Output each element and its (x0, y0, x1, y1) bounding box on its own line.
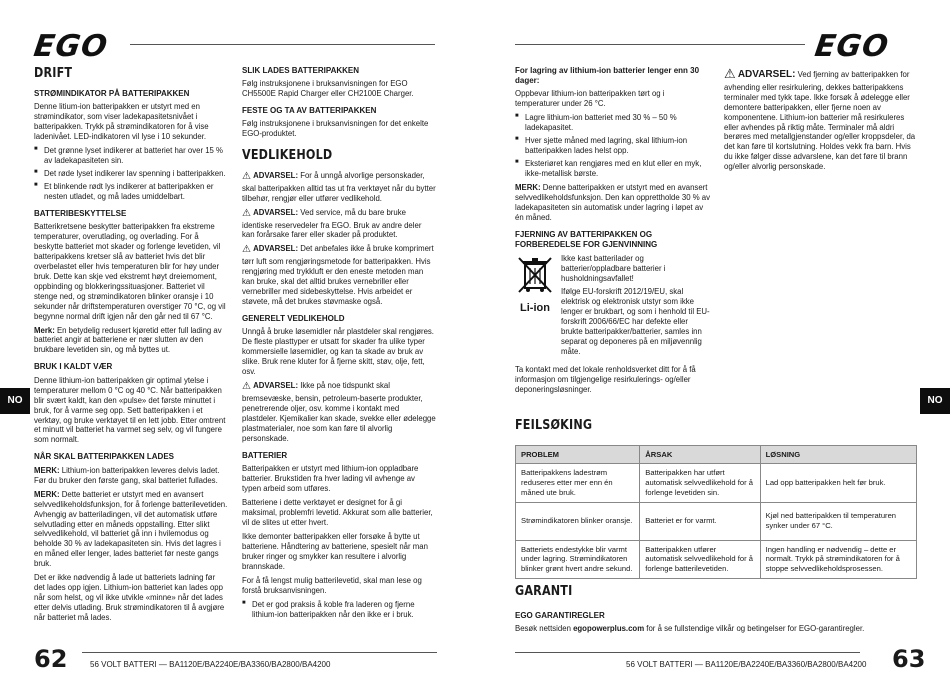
warning-icon: ⚠ (242, 170, 251, 182)
warranty-text-pre: Besøk nettsiden (515, 623, 574, 633)
warning-text: For å unngå alvorlige personskader, skal batteripakken alltid tas ut fra verktøyet når du bytter tilbehør, rengjør eller utfører vedlikehold. (242, 170, 436, 203)
note-label: Merk: (34, 325, 55, 335)
list-item: ■ Det røde lyset indikerer lav spenning i batteripakken. (34, 169, 228, 179)
note-text: En betydelig redusert kjøretid etter full lading av batteriet angir at batteriene er nær slutten av den brukbare levetiden sin, og må byttes ut. (34, 325, 222, 355)
paragraph-batteries-1: Batteripakken er utstyrt med lithium-ion oppladbare batterier. Brukstiden fra hver lading vil avhenge av typen arbeid som utføres. (242, 464, 419, 493)
paragraph-disposal-2: Ifølge EU-forskrift 2012/19/EU, skal elektrisk og elektronisk utstyr som ikke lenger er brukbart, og som i henhold til EU-forskrift 2006/66/EC har defekte eller brukte batteripakker/batterier, samles inn separat og deponeres på en miljøvennlig måte. (561, 287, 710, 357)
note-text: Lithium-ion batteripakken leveres delvis ladet. Før du bruker den første gang, skal batteriet fullades. (34, 465, 220, 485)
warning-text: Det anbefales ikke å bruke komprimert tørr luft som rengjøringsmetode for batteripakken. Hvis rengjøring med trykkluft er den eneste metoden man kan bruke, skal det alltid brukes vernebriller eller vernebriller med sidebeskyttelse. Hvis arbeidet er støvete, må det brukes støvmaske også. (242, 244, 434, 307)
list-item: ■ Lagre lithium-ion batteriet med 30 % – 50 % ladekapasitet. (515, 113, 711, 133)
warning-text: Ved service, må du bare bruke identiske reservedeler fra EGO. Bruk av andre deler kan forårsake farer eller skader på produktet. (242, 207, 422, 240)
table-row (516, 464, 917, 502)
list-item: ■ Eksteriøret kan rengjøres med en klut eller en myk, ikke-metallisk børste. (515, 159, 711, 179)
paragraph-indicator: Denne litium-ion batteripakken er utstyrt med en strømindikator, som viser ladekapasitetsnivået i batteripakken. Trykk på strømindikatoren for å vise ladenivået. LED-indikatoren vil lyse i 10 sekunder. (34, 101, 209, 141)
footer-rule-right (515, 652, 860, 653)
warning-icon: ⚠ (724, 66, 736, 81)
column-4 (724, 66, 918, 176)
table-cell: Lad opp batteripakken helt før bruk. (760, 464, 916, 502)
warning-3 (242, 244, 436, 307)
warning-label: ADVARSEL: (253, 170, 299, 180)
heading-cold-weather: BRUK I KALDT VÆR (34, 362, 113, 372)
language-tab-left: NO (0, 388, 30, 414)
heading-batteries: BATTERIER (242, 450, 288, 460)
table-cell: Batteriets endestykke blir varmt under lagring. Strømindikatoren blinker grønt hvert andre sekund. (516, 540, 640, 578)
warning-icon: ⚠ (242, 244, 251, 256)
warranty-link[interactable]: egopowerplus.com (573, 623, 645, 633)
note-text: Dette batteriet er utstyrt med en avansert selvvedlikeholdsfunksjon, for å forlenge batterilevetiden. Avhengig av batteriladingen, vil det automatisk utføre selvutlading etter en måneds oppstalling. Etter slikt selvvedlikehold, vil batteriet gå inn i hvilemodus og beholde 30 % av ladekapasiteten sin. Hvis det lagres i en måned eller lenger, lades batteriet før neste gangs bruk. (34, 489, 228, 569)
table-row (516, 540, 917, 578)
footer-text-right: 56 VOLT BATTERI — BA1120E/BA2240E/BA3360/BA2800/BA4200 (626, 660, 867, 669)
warning-label: ADVARSEL: (253, 244, 299, 254)
heading-indicator: STRØMINDIKATOR PÅ BATTERIPAKKEN (34, 88, 190, 98)
note-self-maintenance (34, 490, 228, 570)
table-cell: Strømindikatoren blinker oransje. (516, 502, 640, 540)
warning-2 (242, 208, 436, 241)
table-header-row (516, 445, 917, 464)
list-item: ■ Det grønne lyset indikerer at batteriet har over 15 % av ladekapasiteten sin. (34, 146, 228, 166)
warning-4 (242, 381, 436, 444)
list-item: ■ Et blinkende rødt lys indikerer at batteripakken er nesten utladet, og må lades umiddelbart. (34, 182, 228, 202)
header-rule-left (130, 44, 435, 45)
warning-text: Ikke på noe tidspunkt skal bremsevæske, bensin, petroleum-baserte produkter, penetrerende oljer, osv. komme i kontakt med plastdeler. Kjemikalier kan skade, svekke eller ødelegge plastmaterialer, noe som kan føre til alvorlig personskade. (242, 381, 436, 443)
crossed-bin-icon (515, 254, 555, 298)
paragraph-general-maintenance: Unngå å bruke løsemidler når plastdeler skal rengjøres. De fleste plasttyper er utsatt for skader fra ulike typer kommersielle løsemidler, og kan ta skade av bruk av slike. Bruk rene kluter for å fjerne skitt, støv, olje, fett, osv. (242, 327, 434, 377)
paragraph-cold-weather: Denne lithium-ion batteripakken gir optimal ytelse i temperaturer mellom 0 °C og 40 °C. Når batteripakken blir svært kaldt, kan den «pulse» det første minuttet i bruk, for å varme seg opp. Sett batteripakken i et verktøy, og bruke verktøyet til en lett jobb. Etter omtrent et minutt vil batteriet ha varmet seg selv, og vil fungere som normalt. (34, 375, 226, 445)
paragraph-batteries-4: For å få lengst mulig batterilevetid, skal man lese og forstå bruksanvisningen. (242, 575, 422, 595)
recycle-symbol (515, 254, 555, 362)
warning-icon: ⚠ (242, 381, 251, 393)
note-text: Denne batteripakken er utstyrt med en avansert selvvedlikeholdsfunksjon. Den kan opprettholde 30 % av ladekapasiteten sin automatisk under lagring i løpet av én måned. (515, 183, 711, 223)
list-item: ■ Det er god praksis å koble fra laderen og fjerne lithium-ion batteripakken når den ikke er i bruk. (242, 600, 436, 620)
section-title-troubleshooting: FEILSØKING (515, 418, 593, 433)
heading-when-charge: NÅR SKAL BATTERIPAKKEN LADES (34, 452, 175, 462)
heading-how-charge: SLIK LADES BATTERIPAKKEN (242, 66, 360, 75)
paragraph-warranty (515, 624, 919, 634)
section-title-drift: DRIFT (34, 66, 73, 81)
table-cell: Batteripakken har utført automatisk selvvedlikehold for å forlenge levetiden sin. (640, 464, 760, 502)
battery-list (242, 600, 436, 620)
heading-attach: FESTE OG TA AV BATTERIPAKKEN (242, 106, 377, 116)
table-row (516, 502, 917, 540)
list-item: ■ Hver sjette måned med lagring, skal lithium-ion batteripakken lades helst opp. (515, 136, 711, 156)
note-label: MERK: (34, 489, 60, 499)
warning-label: ADVARSEL: (253, 207, 299, 217)
paragraph-contact: Ta kontakt med det lokale renholdsverket ditt for å få informasjon om tilgjengelige resirkulerings- og/eller deponeringsløsninger. (515, 365, 696, 395)
warning-1 (242, 171, 436, 204)
table-cell: Kjøl ned batteripakken til temperaturen synker under 67 °C. (760, 502, 916, 540)
paragraph-protection: Batterikretsene beskytter batteripakken fra ekstreme temperaturer, overutlading, og overlading. For å beskytte batteriet mot skader og forlenge levetiden, vil batteripakkens kretser slå av batteriet hvis det blir overbelastet eller hvis temperaturen blir for høy under bruk. Dette kan skje ved ekstremt høyt dreiemoment, oppbinding og blokkeringssituasjoner. Batteriet vil stenge ned, og strømindikatoren blinker oransje i 10 sekunder når driftstemperaturen overstiger 70 °C, og vil begynne normal drift igjen når den går ned til 67 °C. (34, 221, 226, 321)
heading-storage: For lagring av lithium-ion batterier lenger enn 30 dager: (515, 66, 700, 86)
column-3 (515, 66, 711, 399)
ego-logo-right: EGO (812, 29, 892, 64)
column-1 (34, 66, 228, 627)
footer-rule-left (82, 652, 437, 653)
ego-logo-left: EGO (31, 29, 111, 64)
warning-disposal (724, 66, 918, 172)
section-title-warranty: GARANTI (515, 584, 573, 599)
paragraph-recharge: Det er ikke nødvendig å lade ut batteriets ladning før det lades opp igjen. Lithium-ion batteriet kan lades opp når som helst, og vil ikke utvikle «minne» når det lades etter delvis utlading. Bruk strømindikatoren til å avgjøre når batteriet må lades. (34, 573, 225, 623)
troubleshooting-section (515, 418, 919, 579)
column-header: LØSNING (760, 445, 916, 464)
li-ion-label: Li-ion (520, 301, 550, 314)
disposal-block (515, 254, 711, 362)
column-2 (242, 66, 436, 624)
paragraph-how-charge: Følg instruksjonene i bruksanvisningen for EGO CH5500E Rapid Charger eller CH2100E Charger. (242, 79, 414, 99)
warning-label: ADVARSEL: (253, 381, 299, 391)
page-number-left: 62 (34, 645, 68, 673)
table-cell: Batteripakkens ladestrøm reduseres etter mer enn én måned ute bruk. (516, 464, 640, 502)
warning-text: Ved fjerning av batteripakken for avhending eller resirkulering, dekkes batteripakkens terminaler med tykk tape. Ikke forsøk å ødelegge eller demontere batteripakken, eller fjerne noen av komponentene. Lithium-ion batterier må resirkuleres eller avhendes på riktig måte. Terminaler må aldri berøres med metallgjenstander og/eller kroppsdeler, da det kan føre til kortslutning. Holdes vekk fra barn. Hvis du ikke følger disse advarslene, kan det føre til brann og/eller alvorlig personskade. (724, 70, 916, 172)
paragraph-disposal-1: Ikke kast batterilader og batterier/oppladbare batterier i husholdningsavfallet! (561, 253, 666, 283)
storage-list (515, 113, 711, 179)
table-cell: Ingen handling er nødvendig – dette er normalt. Trykk på strømindikatoren for å stoppe selvvedlikeholdsprosessen. (760, 540, 916, 578)
section-title-maintenance: VEDLIKEHOLD (242, 148, 333, 164)
note-runtime (34, 326, 228, 356)
paragraph-batteries-2: Batteriene i dette verktøyet er designet for å gi maksimal, problemfri levetid. Akkurat som alle batterier, vil de slites ut etter hvert. (242, 497, 433, 527)
footer-text-left: 56 VOLT BATTERI — BA1120E/BA2240E/BA3360/BA2800/BA4200 (90, 660, 331, 669)
page-number-right: 63 (892, 645, 926, 673)
note-partial-charge (34, 466, 228, 486)
paragraph-attach: Følg instruksjonene i bruksanvisningen for det enkelte EGO-produktet. (242, 119, 429, 139)
heading-protection: BATTERIBESKYTTELSE (34, 208, 127, 218)
paragraph-batteries-3: Ikke demonter batteripakken eller forsøke å bytte ut batteriene. Håndtering av batteriene, spesielt når man bruker ringer og smykker kan resultere i alvorlig brannskade. (242, 531, 428, 571)
warning-label: ADVARSEL: (737, 69, 796, 80)
heading-warranty-rules: EGO GARANTIREGLER (515, 610, 605, 620)
language-tab-right: NO (920, 388, 950, 414)
paragraph-storage: Oppbevar lithium-ion batteripakken tørt og i temperaturer under 26 °C. (515, 89, 665, 109)
warranty-section (515, 584, 919, 638)
column-header: PROBLEM (516, 445, 640, 464)
table-cell: Batteriet er for varmt. (640, 502, 760, 540)
warranty-text-post: for å se fullstendige vilkår og betingelser for EGO-garantiregler. (644, 623, 865, 633)
note-label: MERK: (515, 183, 541, 193)
warning-icon: ⚠ (242, 207, 251, 219)
heading-disposal: FJERNING AV BATTERIPAKKEN OG FORBEREDELSE FOR GJENVINNING (515, 230, 658, 250)
troubleshooting-table (515, 445, 917, 579)
note-storage (515, 183, 711, 223)
indicator-list (34, 146, 228, 202)
note-label: MERK: (34, 465, 60, 475)
column-header: ÅRSAK (640, 445, 760, 464)
heading-general-maintenance: GENERELT VEDLIKEHOLD (242, 314, 345, 324)
table-cell: Batteripakken utfører automatisk selvvedlikehold for å forlenge batterilevetiden. (640, 540, 760, 578)
header-rule-right (515, 44, 805, 45)
